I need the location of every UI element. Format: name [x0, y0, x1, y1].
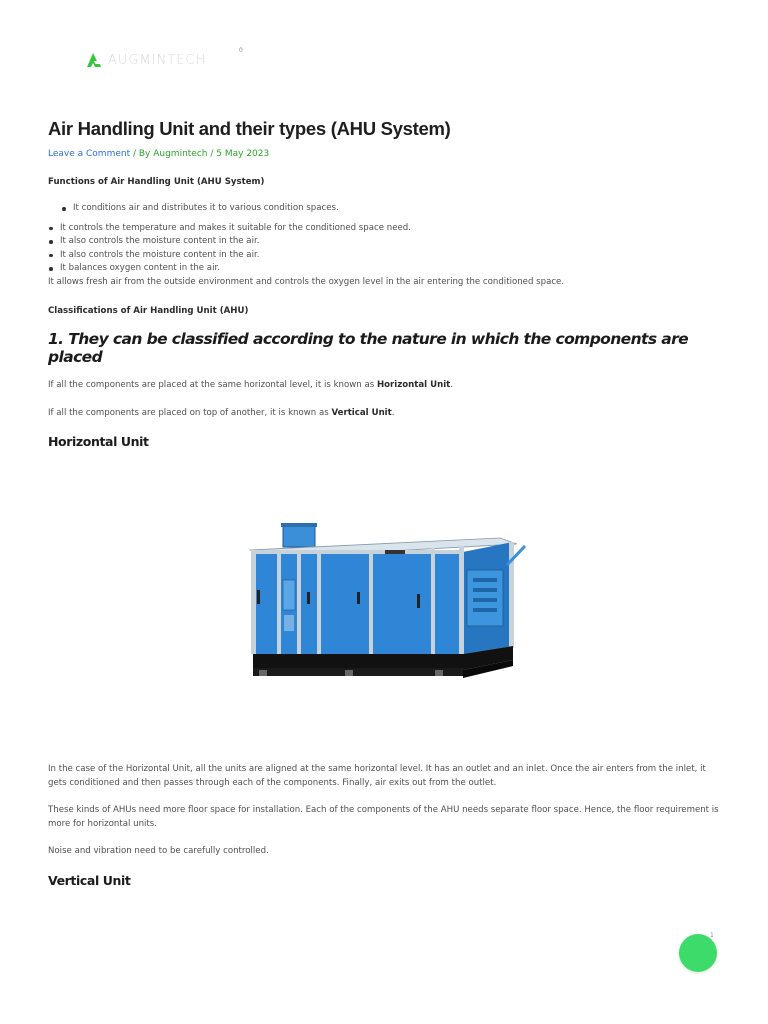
list-item: It conditions air and distributes it to various condition spaces.	[61, 202, 720, 216]
horizontal-unit-body	[48, 763, 720, 888]
site-logo[interactable]	[86, 52, 206, 68]
chat-icon	[679, 934, 717, 972]
horizontal-ahu-image	[245, 520, 530, 695]
horizontal-intro-end: .	[450, 380, 453, 391]
horizontal-para-2: These kinds of AHUs need more floor space for installation. Each of the components of the AHU needs separate floor space. Hence, the floor requirement is more for horizontal units.	[48, 805, 719, 829]
vertical-intro-end: .	[391, 407, 395, 418]
vertical-intro	[48, 407, 720, 421]
logo-text: AUGMINTECH	[108, 52, 207, 68]
horizontal-intro	[48, 379, 720, 393]
list-item: It also controls the moisture content in the air.	[48, 235, 720, 249]
vertical-unit-term: Vertical Unit	[331, 407, 392, 418]
fresh-air-text: It allows fresh air from the outside environment and controls the oxygen level in the air entering the conditioned space.	[48, 276, 565, 287]
vertical-intro-text: If all the components are placed on top of another, it is known as	[48, 407, 332, 418]
leave-comment-link[interactable]: Leave a Comment	[48, 149, 131, 159]
horizontal-para-1: In the case of the Horizontal Unit, all the units are aligned at the same horizontal level. It has an outlet and an inlet. Once the air enters from the inlet, it gets conditioned and then passes through each of the components. Finally, air exits out from the outlet.	[48, 764, 706, 788]
chat-button[interactable]	[679, 934, 717, 972]
meta-separator: /	[207, 149, 217, 159]
indented-list	[48, 202, 720, 216]
author-link[interactable]: Augmintech	[153, 149, 208, 159]
article	[48, 118, 720, 449]
functions-list	[48, 222, 720, 276]
horizontal-intro-text: If all the components are placed at the same horizontal level, it is known as	[48, 380, 377, 391]
horizontal-unit-heading: Horizontal Unit	[48, 434, 149, 450]
horizontal-para-3: Noise and vibration need to be carefully controlled.	[48, 846, 269, 856]
logo-mark-icon	[86, 52, 102, 68]
list-item: It controls the temperature and makes it suitable for the conditioned space need.	[48, 222, 720, 236]
cart-count[interactable]: 0	[239, 47, 243, 54]
chat-badge: 1	[710, 932, 714, 939]
site-header	[0, 0, 768, 100]
post-meta	[48, 149, 720, 159]
horizontal-unit-term: Horizontal Unit	[376, 380, 451, 391]
vertical-unit-heading: Vertical Unit	[48, 872, 131, 888]
functions-heading: Functions of Air Handling Unit (AHU System)	[48, 177, 265, 187]
classifications-heading: Classifications of Air Handling Unit (AHU)	[48, 306, 249, 317]
list-item: It also controls the moisture content in the air.	[48, 249, 720, 263]
classification-title: 1. They can be classified according to the nature in which the components are placed	[48, 330, 689, 367]
list-item: It balances oxygen content in the air.	[48, 262, 720, 276]
post-date: 5 May 2023	[216, 149, 270, 159]
meta-separator: / By	[130, 149, 154, 159]
page-title: Air Handling Unit and their types (AHU System)	[48, 118, 451, 139]
